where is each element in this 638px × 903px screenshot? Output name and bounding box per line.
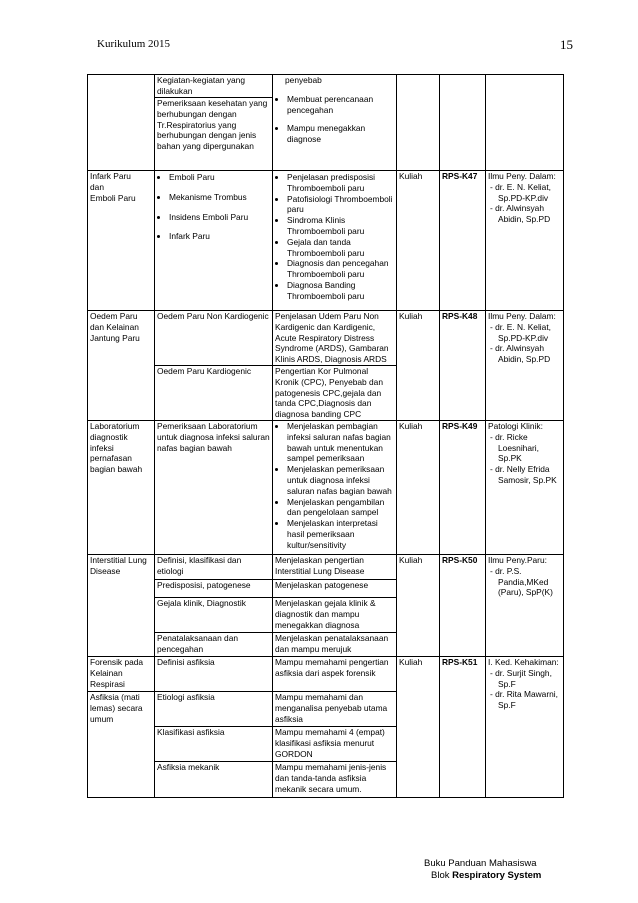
objective-cell: Mampu memahami pengertian asfiksia dari aspek forensik bbox=[273, 657, 397, 692]
list-item: • Infark Paru bbox=[169, 231, 270, 242]
list-item: • Menjelaskan pembagian infeksi saluran nafas bagian bawah untuk menentukan sampel pemeriksaan bbox=[287, 421, 394, 464]
list-item: • Mekanisme Trombus bbox=[169, 192, 270, 203]
lecturer-cell bbox=[486, 555, 564, 657]
running-header: Kurikulum 2015 bbox=[97, 38, 171, 50]
list-item: • Insidens Emboli Paru bbox=[169, 212, 270, 223]
subtopic-cell: Pemeriksaan kesehatan yang berhubungan dengan Tr.Respiratorius yang berhubungan dengan jenis bahan yang dipergunakan bbox=[155, 98, 273, 171]
objective-cell: Mampu memahami 4 (empat) klasifikasi asfiksia menurut GORDON bbox=[273, 727, 397, 762]
code-cell: RPS-K49 bbox=[440, 421, 486, 555]
topic-text: dan bbox=[90, 181, 104, 192]
lecturer-cell bbox=[486, 75, 564, 171]
objective-cell: Menjelaskan penatalaksanaan dan mampu merujuk bbox=[273, 633, 397, 657]
table-row bbox=[88, 421, 564, 555]
lecturer-cell bbox=[486, 421, 564, 555]
subtopic-cell: Etiologi asfiksia bbox=[155, 692, 273, 727]
code-cell: RPS-K48 bbox=[440, 311, 486, 421]
list-item: • Menjelaskan pengambilan dan pengelolaan sampel bbox=[287, 497, 394, 519]
list-item: • Menjelaskan pemeriksaan untuk diagnosa infeksi saluran nafas bagian bawah bbox=[287, 464, 394, 496]
lecturer-name: - dr. Alwinsyah Abidin, Sp.PD bbox=[490, 343, 551, 365]
department: Ilmu Peny. Dalam: bbox=[488, 171, 556, 181]
objective-cell bbox=[273, 171, 397, 311]
subtopic-cell: Pemeriksaan Laboratorium untuk diagnosa infeksi saluran nafas bagian bawah bbox=[155, 421, 273, 555]
subtopic-cell: Definisi, klasifikasi dan etiologi bbox=[155, 555, 273, 580]
subtopic-cell: Predisposisi, patogenese bbox=[155, 580, 273, 598]
table-row bbox=[88, 75, 564, 98]
lecturer-name: - dr. Rita Mawarni, Sp.F bbox=[490, 689, 558, 711]
code-cell: RPS-K47 bbox=[440, 171, 486, 311]
topic-cell: Asfiksia (mati lemas) secara umum bbox=[88, 692, 155, 798]
list-item: • Diagnosis dan pencegahan Thromboemboli paru bbox=[287, 258, 394, 280]
objective-cell: Mampu memahami jenis-jenis dan tanda-tanda asfiksia mekanik secara umum. bbox=[273, 762, 397, 798]
footer-subtitle bbox=[431, 870, 541, 881]
subtopic-cell: Oedem Paru Non Kardiogenic bbox=[155, 311, 273, 366]
list-item: • Membuat perencanaan pencegahan bbox=[287, 94, 394, 116]
table-row bbox=[88, 555, 564, 580]
objective-cell: Penjelasan Udem Paru Non Kardigenic dan Kardigenic, Acute Respiratory Distress Syndrome (ARDS), Gambaran Klinis ARDS, Diagnosis ARDS bbox=[273, 311, 397, 366]
footer-prefix: Blok bbox=[431, 870, 450, 881]
department: I. Ked. Kehakiman: bbox=[488, 657, 559, 667]
footer-block-name: Respiratory System bbox=[452, 870, 542, 881]
lecturer-name: - dr. E. N. Keliat, Sp.PD-KP.div bbox=[490, 181, 551, 203]
objective-cell: Pengertian Kor Pulmonal Kronik (CPC), Penyebab dan patogenesis CPC,gejala dan tanda CPC,Diagnosis dan diagnosa banding CPC bbox=[273, 366, 397, 421]
list-item: • Diagnosa Banding Thromboemboli paru bbox=[287, 280, 394, 302]
method-cell: Kuliah bbox=[397, 555, 440, 657]
lecturer-name: - dr. Nelly Efrida Samosir, Sp.PK bbox=[490, 464, 557, 485]
curriculum-table bbox=[87, 74, 564, 798]
list-item: • Patofisiologi Thromboemboli paru bbox=[287, 194, 394, 216]
list-item: • Gejala dan tanda Thromboemboli paru bbox=[287, 237, 394, 259]
code-cell: RPS-K51 bbox=[440, 657, 486, 798]
lecturer-name: - dr. Alwinsyah Abidin, Sp.PD bbox=[490, 203, 551, 225]
method-cell: Kuliah bbox=[397, 421, 440, 555]
code-cell bbox=[440, 75, 486, 171]
list-item: • Sindroma Klinis Thromboemboli paru bbox=[287, 215, 394, 237]
objective-text: penyebab bbox=[285, 75, 322, 85]
list-item: • Emboli Paru bbox=[169, 172, 270, 183]
topic-cell bbox=[88, 75, 155, 171]
list-item: • Menjelaskan interpretasi hasil pemeriksaan kultur/sensitivity bbox=[287, 518, 394, 550]
subtopic-cell: Klasifikasi asfiksia bbox=[155, 727, 273, 762]
objective-cell: Menjelaskan gejala klinik & diagnostik dan mampu menegakkan diagnosa bbox=[273, 598, 397, 633]
subtopic-cell: Oedem Paru Kardiogenic bbox=[155, 366, 273, 421]
lecturer-name: - dr. E. N. Keliat, Sp.PD-KP.div bbox=[490, 321, 551, 343]
subtopic-cell: Kegiatan-kegiatan yang dilakukan bbox=[155, 75, 273, 98]
lecturer-name: - dr. P.S. Pandia,MKed (Paru), SpP(K) bbox=[490, 565, 553, 598]
topic-cell: Forensik pada Kelainan Respirasi bbox=[88, 657, 155, 692]
page-number: 15 bbox=[560, 37, 573, 52]
lecturer-name: - dr. Surjit Singh, Sp.F bbox=[490, 667, 552, 689]
department: Patologi Klinik: bbox=[488, 421, 543, 431]
objective-cell bbox=[273, 75, 397, 171]
topic-cell: Laboratorium diagnostik infeksi pernafasan bagian bawah bbox=[88, 421, 155, 555]
method-cell bbox=[397, 75, 440, 171]
subtopic-cell bbox=[155, 171, 273, 311]
objective-cell bbox=[273, 421, 397, 555]
department: Ilmu Peny.Paru: bbox=[488, 555, 547, 565]
topic-cell bbox=[88, 171, 155, 311]
table-row bbox=[88, 171, 564, 311]
topic-text: Emboli Paru bbox=[90, 192, 136, 203]
subtopic-cell: Asfiksia mekanik bbox=[155, 762, 273, 798]
department: Ilmu Peny. Dalam: bbox=[488, 311, 556, 321]
topic-cell: Interstitial Lung Disease bbox=[88, 555, 155, 657]
method-cell: Kuliah bbox=[397, 311, 440, 421]
table-row bbox=[88, 657, 564, 692]
subtopic-cell: Penatalaksanaan dan pencegahan bbox=[155, 633, 273, 657]
lecturer-cell bbox=[486, 311, 564, 421]
table-row bbox=[88, 311, 564, 366]
topic-cell: Oedem Paru dan Kelainan Jantung Paru bbox=[88, 311, 155, 421]
footer-title: Buku Panduan Mahasiswa bbox=[424, 858, 537, 869]
objective-cell: Menjelaskan pengertian Interstitial Lung Disease bbox=[273, 555, 397, 580]
topic-text: Infark Paru bbox=[90, 171, 131, 181]
method-cell: Kuliah bbox=[397, 171, 440, 311]
code-cell: RPS-K50 bbox=[440, 555, 486, 657]
subtopic-cell: Definisi asfiksia bbox=[155, 657, 273, 692]
lecturer-name: - dr. Ricke Loesnihari, Sp.PK bbox=[490, 431, 539, 464]
objective-cell: Menjelaskan patogenese bbox=[273, 580, 397, 598]
objective-cell: Mampu memahami dan menganalisa penyebab utama asfiksia bbox=[273, 692, 397, 727]
list-item: • Mampu menegakkan diagnose bbox=[287, 123, 394, 145]
lecturer-cell bbox=[486, 657, 564, 798]
list-item: • Penjelasan predisposisi Thromboemboli paru bbox=[287, 172, 394, 194]
method-cell: Kuliah bbox=[397, 657, 440, 798]
subtopic-cell: Gejala klinik, Diagnostik bbox=[155, 598, 273, 633]
lecturer-cell bbox=[486, 171, 564, 311]
